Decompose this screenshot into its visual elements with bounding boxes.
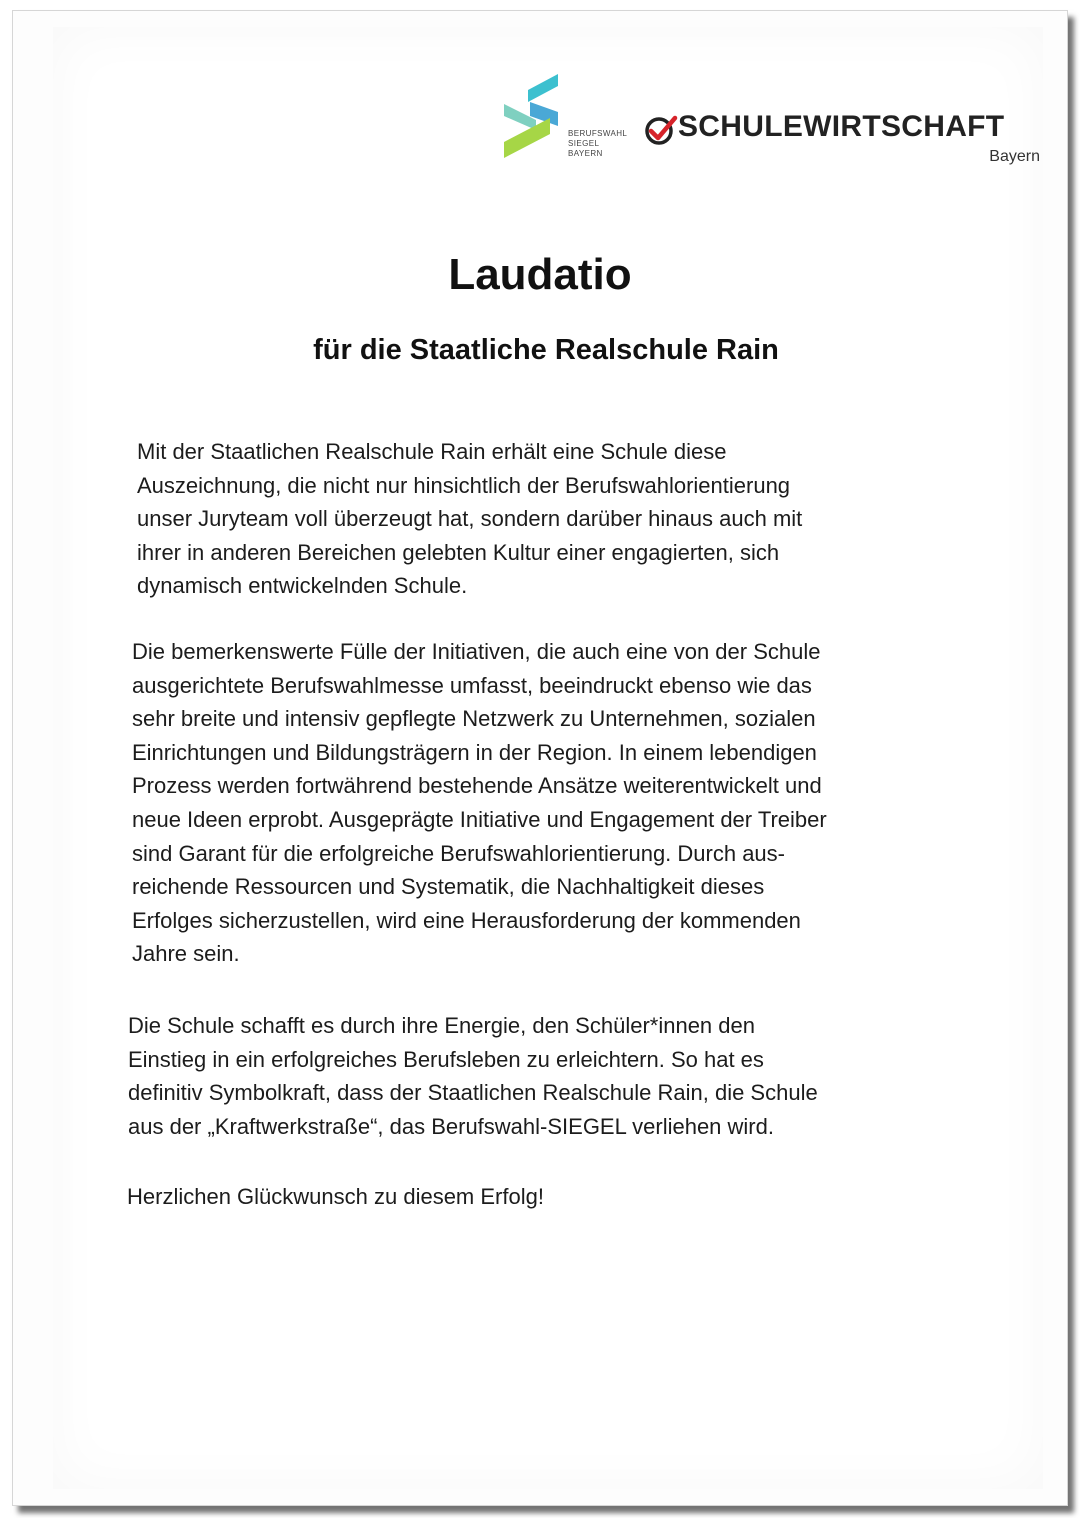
schulewirtschaft-region: Bayern [989,148,1040,165]
schulewirtschaft-wordmark: SCHULEWIRTSCHAFT [678,110,1005,143]
text-line: ihrer in anderen Bereichen gelebten Kultur einer engagierten, sich [137,539,780,565]
siegel-wordmark [568,129,627,159]
laudatio-paragraph-3 [128,1009,818,1143]
text-line: reichende Ressourcen und Systematik, die Nachhaltigkeit dieses [132,874,765,900]
text-line: definitiv Symbolkraft, dass der Staatlichen Realschule Rain, die Schule [128,1080,818,1106]
text-line: sind Garant für die erfolgreiche Berufswahlorientierung. Durch aus- [132,840,785,866]
text-line: aus der „Kraftwerkstraße“, das Berufswahl-SIEGEL verliehen wird. [128,1113,774,1139]
text-line: Einstieg in ein erfolgreiches Berufsleben zu erleichtern. So hat es [128,1046,764,1072]
berufswahl-siegel-logo [500,72,640,164]
text-line: Herzlichen Glückwunsch zu diesem Erfolg! [127,1184,544,1209]
laudatio-closing [127,1180,544,1214]
text-line: Die Schule schafft es durch ihre Energie, den Schüler*innen den [128,1013,755,1038]
text-line: Einrichtungen und Bildungsträgern in der Region. In einem lebendigen [132,739,817,765]
siegel-line: BERUFSWAHL [568,129,628,138]
laudatio-paragraph-2 [132,635,827,971]
text-line: sehr breite und intensiv gepflegte Netzwerk zu Unternehmen, sozialen [132,706,816,732]
siegel-mark-icon [500,72,570,162]
schulewirtschaft-logo [642,108,1042,174]
text-line: ausgerichtete Berufswahlmesse umfasst, beeindruckt ebenso wie das [132,672,812,698]
text-line: dynamisch entwickelnden Schule. [137,573,468,599]
red-check-circle-icon [642,112,678,148]
text-line: Auszeichnung, die nicht nur hinsichtlich der Berufswahlorientierung [137,472,791,498]
text-line: unser Juryteam voll überzeugt hat, sondern darüber hinaus auch mit [137,506,803,532]
siegel-line: BAYERN [568,149,603,158]
laudatio-paragraph-1 [137,435,802,603]
text-line: Erfolges sicherzustellen, wird eine Herausforderung der kommenden [132,907,801,933]
siegel-line: SIEGEL [568,139,600,148]
document-subtitle: für die Staatliche Realschule Rain [313,334,779,366]
siegel-band-top [528,74,558,102]
text-line: Jahre sein. [132,941,240,967]
document-title: Laudatio [448,250,632,299]
text-line: Prozess werden fortwährend bestehende Ansätze weiterentwickelt und [132,773,822,799]
text-line: neue Ideen erprobt. Ausgeprägte Initiative und Engagement der Treiber [132,806,827,832]
text-line: Die bemerkenswerte Fülle der Initiativen, die auch eine von der Schule [132,639,821,664]
text-line: Mit der Staatlichen Realschule Rain erhält eine Schule diese [137,439,727,464]
